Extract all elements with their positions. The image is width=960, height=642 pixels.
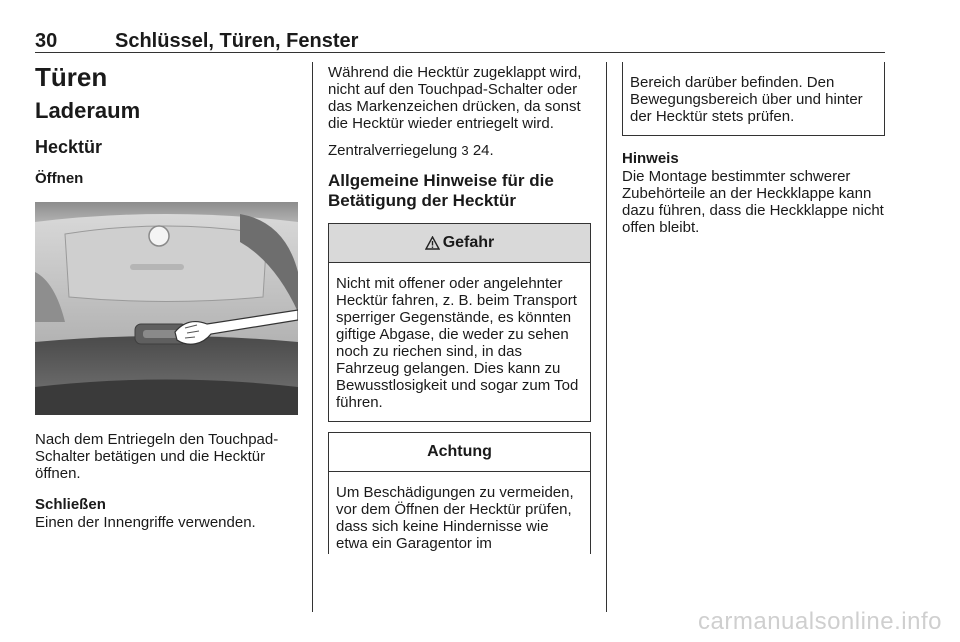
column-2 xyxy=(328,62,591,554)
danger-body: Nicht mit offener oder angelehnter Hecktür fahren, z. B. beim Transport sperriger Gegenstände, es könnten giftige Abgase, die weder zu sehen noch zu riechen sind, in das Fahrzeug gelangen. Dies kann zu Bewusstlosigkeit und sogar zum Tod führen. xyxy=(336,275,579,411)
reference-text: Zentralverriegelung xyxy=(328,142,458,159)
close-paragraph: Einen der Innengriffe verwenden. xyxy=(35,514,256,531)
cross-reference[interactable] xyxy=(328,142,591,159)
caution-box xyxy=(328,432,591,554)
subsubsection-title: Hecktür xyxy=(35,137,103,157)
page-header xyxy=(35,30,885,52)
open-heading: Öffnen xyxy=(35,170,84,187)
reference-arrow-icon: 3 xyxy=(461,143,469,158)
column-divider-1 xyxy=(312,62,313,612)
danger-title: Gefahr xyxy=(442,234,495,251)
column-divider-2 xyxy=(606,62,607,612)
watermark: carmanualsonline.info xyxy=(698,608,942,635)
danger-box xyxy=(328,223,591,422)
general-notes-heading: Allgemeine Hinweise für die Betätigung der Hecktür xyxy=(328,171,554,210)
column-1 xyxy=(35,62,300,531)
warning-triangle-icon xyxy=(425,236,440,250)
note-body: Die Montage bestimmter schwerer Zubehörteile an der Heckklappe kann dazu führen, dass die Heckklappe nicht offen bleibt. xyxy=(622,168,884,236)
note-heading: Hinweis xyxy=(622,150,679,167)
subsection-title: Laderaum xyxy=(35,98,141,123)
caution-header xyxy=(329,433,590,472)
caution-title: Achtung xyxy=(427,443,492,460)
running-title: Schlüssel, Türen, Fenster xyxy=(115,30,359,52)
close-heading: Schließen xyxy=(35,496,106,513)
open-paragraph: Nach dem Entriegeln den Touchpad-Schalter betätigen und die Hecktür öffnen. xyxy=(35,431,279,482)
column-3 xyxy=(622,62,885,236)
page-number: 30 xyxy=(35,30,58,52)
caution-body: Um Beschädigungen zu vermeiden, vor dem Öffnen der Hecktür prüfen, dass sich keine Hindernisse wie etwa ein Garagentor im xyxy=(336,484,574,552)
danger-header xyxy=(329,224,590,263)
caution-continued: Bereich darüber befinden. Den Bewegungsbereich über und hinter der Hecktür stets prüfen. xyxy=(622,62,885,136)
reference-page: 24. xyxy=(472,142,494,159)
closing-warning-paragraph: Während die Hecktür zugeklappt wird, nicht auf den Touchpad-Schalter oder das Markenzeichen drücken, da sonst die Hecktür wieder entriegelt wird. xyxy=(328,64,582,132)
header-rule xyxy=(35,52,885,53)
section-title: Türen xyxy=(35,62,108,92)
tailgate-illustration xyxy=(35,202,298,415)
